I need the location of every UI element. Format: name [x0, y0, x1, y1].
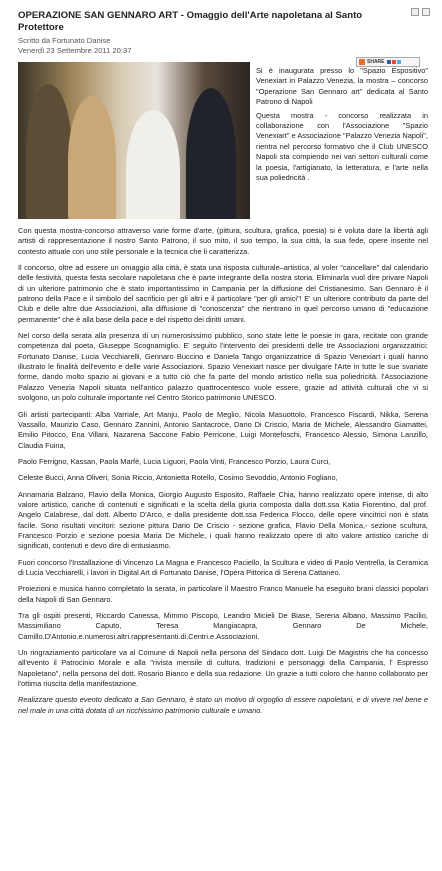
article-meta	[18, 36, 131, 56]
photo-person	[126, 110, 180, 219]
share-icon	[359, 59, 365, 65]
body-paragraph: Il concorso, oltre ad essere un omaggio alla città, è stata una risposta culturale–artistica, al voler "cancellare" dal calendario delle festività, questa festa secolare napoletana che è parte integrante della nostra storia. Eliminarla vuol dire privare Napoli di un ulteriore patrimonio che è stato importantissimo in Campania per la diffusione del Cristianesimo. San Gennaro è il patrono della Pace e il simbolo del sacrificio per gli altri e il particolare "per gli amici"! E' un ulteriore contributo da parte del Club e delle altre due Associazioni, alla diffusione di "conoscenza" che rientrano in quel percorso umano di "educazione permanente" che è alla base della pace e del rispetto dei diritti umani.	[18, 263, 428, 324]
article-tools	[411, 8, 430, 16]
body-paragraph: Con questa mostra-concorso attraverso varie forme d'arte, (pittura, scultura, grafica, poesia) si è voluta dare la libertà agli artisti di rappresentazione il nostro Santo Patrono, il suo mito, il suo tempo, la sua città, la sua fede, opere inserite nel contesto attuale con uno stile personale e la tecnica che li caratterizza.	[18, 226, 428, 256]
intro-paragraph: Si è inaugurata presso lo "Spazio Espositivo" Venexiart in Palazzo Venezia, la mostra – concorso "Operazione San Gennaro art" dedicata al Santo Patrono di Napoli	[256, 66, 428, 107]
closing-paragraph: Realizzare questo evento dedicato a San Gennaro, è stato un motivo di orgoglio di essere napoletani, e di vivere nel bene e nel male in una città dotata di un ricchissimo patrimonio culturale e umano.	[18, 695, 428, 715]
body-paragraph: Fuori concorso l'Installazione di Vincenzo La Magna e Francesco Paciello, la Scultura e video di Paolo Ventrella, la Ceramica di Lucia Vecchiarelli, i lavori in Digital Art di Fortunato Danise, l'Opera Pittorica di Serena Cattaneo.	[18, 557, 428, 577]
article-date: Venerdì 23 Settembre 2011 20:37	[18, 46, 132, 55]
event-photo	[18, 62, 250, 219]
intro-paragraph: Questa mostra - concorso realizzata in collaborazione con l'Associazione "Spazio Venexiart" e Associazione "Palazzo Venezia Napoli", rientra nel percorso formativo che il Club UNESCO Napoli sta compiendo nei vari settori culturali come la poesia, l'artigianato, la letteratura, e l'arte nella sua poliedricità .	[256, 110, 428, 183]
share-label: SHARE	[367, 59, 385, 65]
photo-person	[68, 96, 116, 219]
article-author: Scritto da Fortunato Danise	[18, 36, 111, 45]
photo-person	[186, 88, 236, 219]
body-paragraph: Proiezioni e musica hanno completato la serata, in particolare il Maestro Franco Manuele ha eseguito brani classici popolari della Napoli di San Gennaro.	[18, 584, 428, 604]
email-icon[interactable]	[422, 8, 430, 16]
body-paragraph: Un ringraziamento particolare va al Comune di Napoli nella persona del Sindaco dott. Luigi De Magistris che ha concesso all'evento il Patrocinio Morale e alla "rivista mensile di cultura, tradizioni e personaggi della Campania, l' Espresso Napoletano", nella persona del dott. Rosario Bianco e della sua redazione. Un grazie a tutti coloro che hanno collaborato per l'ottima riuscita della manifestazione.	[18, 648, 428, 689]
body-paragraph: Gli artisti partecipanti: Alba Varriale, Art Manju, Paolo de Meglio, Nicola Masuottolo, Francesco Fiscardi, Nikka, Serena Vassallo, Maurizio Caso, Gennaro Zannini, Antonio Santacroce, Dario Di Criscio, Maria de Michele, Alessandro Giamattei, Emilio Pitocco, Ena Villani, Nazarena Saccone Fabio Perricone, Luigi Montefoschi, Francesco Alessio, Simona Lanzillo, Claudia Fuina,	[18, 409, 428, 450]
print-icon[interactable]	[411, 8, 419, 16]
article-body	[18, 226, 428, 722]
body-paragraph: Annamaria Balzano, Flavio della Monica, Giorgio Augusto Esposito, Raffaele Chia, hanno realizzato opere intense, di alto valore artistico, cariche di contenuti e significati e la scelta della giuria composta dalla dott.ssa Katia Fiorentino, dal prof. Angelo Calabrese, dal dott. Alberto D'Arco, e dalla presidente dott.ssa Federica Flocco, delle opere vincitrici non è stata facile. Sono risultati vincitori: sezione pittura Dario De Criscio - sezione grafica, Flavio Della Monica,- sezione scultura, Francesco Porzio e sezione poesia Maria De Michele, i quali hanno realizzato opere di alto valore artistico cariche di significati, contenuti e devo dire di entusiasmo.	[18, 489, 428, 551]
article-title[interactable]: OPERAZIONE SAN GENNARO ART - Omaggio dell'Arte napoletana al Santo Protettore	[18, 10, 363, 33]
body-paragraph: Tra gli ospiti presenti, Riccardo Canessa, Mimmo Piscopo, Leandro Micieli De Biase, Serena Albano, Massimo Pacilio, Massimiliano Caputo, Teresa Mangiacapra, Gennaro De Michele, Camillo.D'Antonio.e.numerosi.altri.rappresentanti.di.Centri.e.Associazioni.	[18, 611, 428, 641]
body-paragraph: Nel corso della serata alla presenza di un numerosissimo pubblico, sono state lette le poesie in gara, recitate con grande competenza dal poeta, Giuseppe Scognamiglio. E' seguito l'intervento dei presidenti delle tre Associazioni organizzatrici: Fortunato Danise, Lucia Vecchiarelli, Gennaro Buccino e Daniela Tango organizzatrice di Spazio Venexiart i quali hanno illustrato le finalità dell'evento e delle varie Associazioni. Spazio Venexiart nasce per divulgare l'Arte in tutte le sue svariate forme, dando molto spazio ai giovani e a tutto ciò che fa parte del mondo artistico nella sua poliedricità. l'Associazione Palazzo Venezia Napoli situata nell'antico palazzo quattrocentesco vuole essere, grazie ad attività culturali che vi si svolgono, un polo culturale importante nel Centro Storico patrimonio UNESCO.	[18, 331, 428, 403]
photo-person	[26, 84, 72, 219]
body-paragraph: Celeste Bucci, Anna Oliveri, Sonia Riccio, Antonietta Rotello, Cosimo Sevoddio, Antonio Fogliano,	[18, 473, 338, 483]
body-paragraph: Paolo Ferrigno, Kassan, Paola Marfè, Lucia Liguori, Paola Vinti, Francesco Porzio, Laura Curci,	[18, 456, 331, 466]
article-intro	[256, 66, 428, 186]
social-icons	[387, 60, 401, 64]
